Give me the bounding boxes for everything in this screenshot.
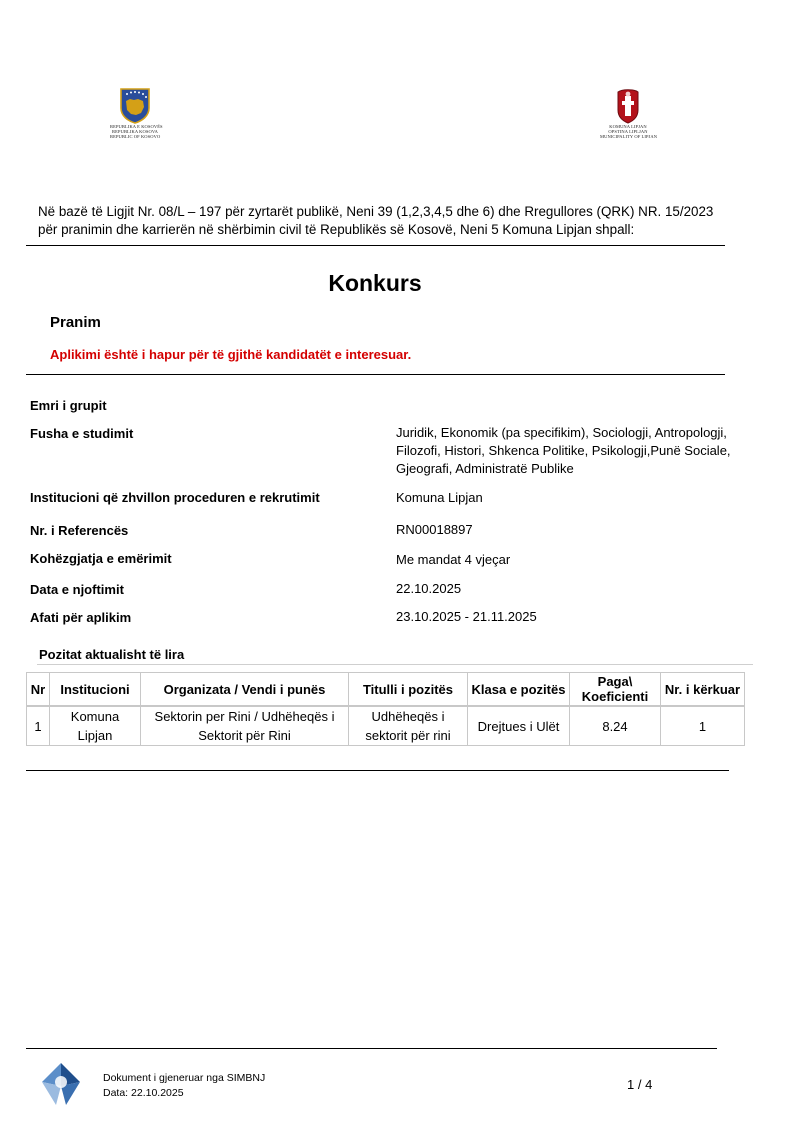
page-title: Konkurs: [328, 270, 422, 296]
divider-after-table: [26, 770, 729, 771]
detail-value-reference-number: RN00018897: [396, 522, 473, 537]
cell-nr: 1: [27, 706, 50, 746]
kosovo-emblem: [110, 88, 163, 139]
cell-required-count: 1: [661, 706, 745, 746]
footer-divider: [26, 1048, 717, 1049]
lipjan-emblem: [600, 88, 656, 139]
cell-institution: Komuna Lipjan: [50, 706, 141, 746]
divider-middle: [26, 374, 725, 375]
simbnj-logo-icon: [40, 1062, 82, 1106]
positions-section-title: Pozitat aktualisht të lira: [39, 647, 185, 662]
column-header-organization: Organizata / Vendi i punës: [141, 673, 349, 707]
detail-value-notice-date: 22.10.2025: [396, 581, 462, 596]
column-header-nr: Nr: [27, 673, 50, 707]
lipjan-municipality-crest-icon: [600, 88, 656, 124]
lipjan-emblem-caption: KOMUNA LIPJAN OPSTINA LIPLJAN MUNICIPALITY OF LIPJAN: [600, 124, 658, 139]
table-row: [27, 706, 745, 746]
legal-basis-paragraph: Në bazë të Ligjit Nr. 08/L – 197 për zyrtarët publikë, Neni 39 (1,2,3,4,5 dhe 6) dhe Rregullores (QRK) NR. 15/2023 për pranimin dhe karrierën në shërbimin civil të Republikës së Kosovë, Neni 5 Komuna Lipjan shpall:: [38, 204, 714, 237]
detail-label-reference-number: Nr. i Referencës: [30, 523, 129, 538]
column-header-institution: Institucioni: [50, 673, 141, 707]
footer-generated-by: Dokument i gjeneruar nga SIMBNJ: [103, 1072, 266, 1084]
detail-label-notice-date: Data e njoftimit: [30, 582, 124, 597]
detail-value-application-deadline: 23.10.2025 - 21.11.2025: [396, 609, 537, 624]
detail-label-field-of-study: Fusha e studimit: [30, 426, 134, 441]
application-notice: Aplikimi është i hapur për të gjithë kandidatët e interesuar.: [50, 347, 412, 362]
cell-organization: Sektorin per Rini / Udhëheqës i Sektorit për Rini: [141, 706, 349, 746]
detail-label-application-deadline: Afati për aplikim: [30, 610, 132, 625]
column-header-position-title: Titulli i pozitës: [349, 673, 468, 707]
column-header-required-count: Nr. i kërkuar: [661, 673, 745, 707]
detail-label-institution: Institucioni që zhvillon proceduren e rekrutimit: [30, 490, 320, 505]
footer-date: Data: 22.10.2025: [103, 1087, 184, 1099]
column-header-position-class: Klasa e pozitës: [468, 673, 570, 707]
cell-position-title: Udhëheqës i sektorit për rini: [349, 706, 468, 746]
cell-salary-coefficient: 8.24: [570, 706, 661, 746]
cell-position-class: Drejtues i Ulët: [468, 706, 570, 746]
simbnj-logo: [40, 1062, 82, 1106]
detail-value-appointment-duration: Me mandat 4 vjeçar: [396, 552, 511, 567]
page-number: 1 / 4: [627, 1077, 653, 1092]
page-subtitle: Pranim: [50, 314, 101, 331]
kosovo-emblem-caption: REPUBLIKA E KOSOVËS REPUBLIKA KOSOVA REPUBLIC OF KOSOVO: [110, 124, 163, 139]
column-header-salary-coefficient: Paga\ Koeficienti: [570, 673, 661, 707]
detail-value-field-of-study: Juridik, Ekonomik (pa specifikim), Sociologji, Antropologji, Filozofi, Histori, Shkenca Politike, Psikologji,Punë Sociale, Gjeografi, Administratë Publike: [396, 425, 731, 476]
divider-top: [26, 245, 725, 246]
positions-section-rule: [37, 664, 753, 665]
table-header-row: [27, 673, 745, 707]
kosovo-coat-of-arms-icon: [110, 88, 160, 124]
detail-label-group-name: Emri i grupit: [30, 398, 107, 413]
footer-info: [103, 1071, 265, 1101]
detail-value-institution: Komuna Lipjan: [396, 490, 483, 505]
positions-table: [26, 672, 745, 746]
detail-label-appointment-duration: Kohëzgjatja e emërimit: [30, 551, 172, 566]
